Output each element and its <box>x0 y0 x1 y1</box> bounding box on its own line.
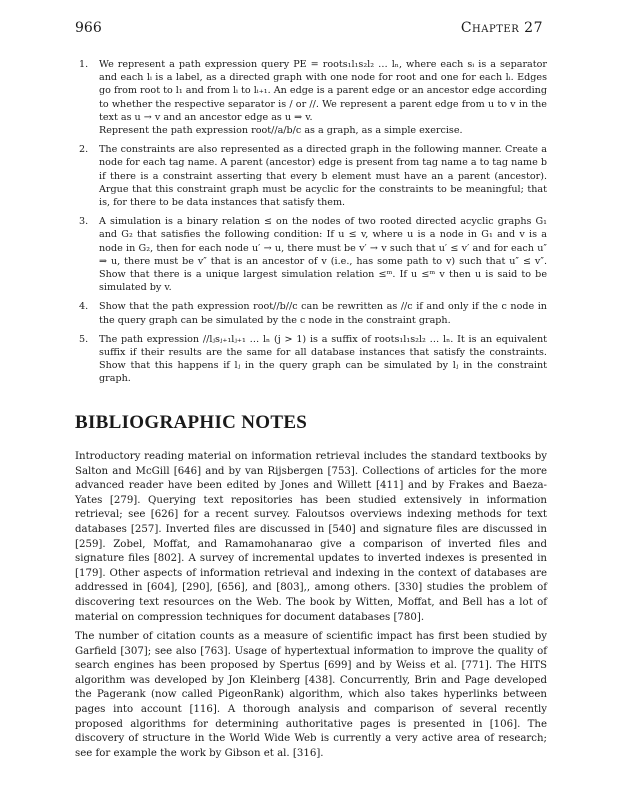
exercise-text: We represent a path expression query PE = roots₁l₁s₂l₂ … lₙ, where each sᵢ is a separator and each lᵢ is a label, as a directed graph with one node for root and one for each lᵢ. Edges go from root to l₁ and from lᵢ to lᵢ₊₁. An edge is a parent edge or an ancestor edge according to whether the respective separator is / or //. We represent a parent edge from u to v in the text as u → v and an ancestor edge as u ⇒ v. <box>99 59 547 123</box>
exercise-item <box>75 300 547 326</box>
notes-paragraph: The number of citation counts as a measure of scientific impact has first been studied by Garfield [307]; see also [763]. Usage of hypertextual information to improve the quality of search engines has been proposed by Spertus [699] and by Weiss et al. [771]. The HITS algorithm was developed by Jon Kleinberg [438]. Concurrently, Brin and Page developed the Pagerank (now called PigeonRank) algorithm, which also takes hyperlinks between pages into account [116]. A thorough analysis and comparison of several recently proposed algorithms for determining authoritative pages is presented in [106]. The discovery of structure in the World Wide Web is currently a very active area of research; see for example the work by Gibson et al. [316]. <box>75 631 547 759</box>
exercise-text: A simulation is a binary relation ≤ on the nodes of two rooted directed acyclic graphs G₁ and G₂ that satisfies the following condition: If u ≤ v, where u is a node in G₁ and v is a node in G₂, then for each node u′ → u, there must be v′ → v such that u′ ≤ v′ and for each u″ ⇒ u, there must be v″ that is an ancestor of v (i.e., has some path to v) such that u″ ≤ v″. Show that there is a unique largest simulation relation ≤ᵐ. If u ≤ᵐ v then u is said to be simulated by v. <box>99 216 547 294</box>
notes-paragraph: Introductory reading material on information retrieval includes the standard textbooks by Salton and McGill [646] and by van Rijsbergen [753]. Collections of articles for the more advanced reader have been edited by Jones and Willett [411] and by Frakes and Baeza-Yates [279]. Querying text repositories has been studied extensively in information retrieval; see [626] for a recent survey. Faloutsos overviews indexing methods for text databases [257]. Inverted files are discussed in [540] and signature files are discussed in [259]. Zobel, Moffat, and Ramamohanarao give a comparison of inverted files and signature files [802]. A survey of incremental updates to inverted indexes is presented in [179]. Other aspects of information retrieval and indexing in the context of databases are addressed in [604], [290], [656], and [803],, among others. [330] studies the problem of discovering text resources on the Web. The book by Witten, Moffat, and Bell has a lot of material on compression techniques for document databases [780]. <box>75 451 547 623</box>
exercise-number: 3. <box>79 216 89 228</box>
exercise-number: 2. <box>79 144 89 156</box>
page-number: 966 <box>75 20 102 36</box>
section-heading: BIBLIOGRAPHIC NOTES <box>75 412 308 433</box>
exercise-number: 5. <box>79 333 89 345</box>
exercise-item <box>75 58 547 137</box>
exercise-item <box>75 215 547 294</box>
exercise-extra-text: Represent the path expression root//a/b/c as a graph, as a simple exercise. <box>99 125 463 137</box>
exercise-item <box>75 143 547 209</box>
exercise-text: The path expression //lⱼsⱼ₊₁lⱼ₊₁ … lₙ (j > 1) is a suffix of roots₁l₁s₂l₂ … lₙ. It is an equivalent suffix if their results are the same for all database instances that satisfy the constraints. Show that this happens if lⱼ in the query graph can be simulated by lⱼ in the constraint graph. <box>99 333 547 385</box>
exercise-text: Show that the path expression root//b//c can be rewritten as //c if and only if the c node in the query graph can be simulated by the c node in the constraint graph. <box>99 301 547 326</box>
exercise-number: 4. <box>79 301 89 313</box>
exercise-item <box>75 333 547 386</box>
exercise-number: 1. <box>79 59 89 70</box>
exercise-list <box>75 58 547 392</box>
exercise-text: The constraints are also represented as a directed graph in the following manner. Create a node for each tag name. A parent (ancestor) edge is present from tag name a to tag name b if there is a constraint asserting that every b element must have an a parent (ancestor). Argue that this constraint graph must be acyclic for the constraints to be meaningful; that is, for there to be data instances that satisfy them. <box>99 144 547 209</box>
chapter-title: Chapter 27 <box>460 20 543 36</box>
